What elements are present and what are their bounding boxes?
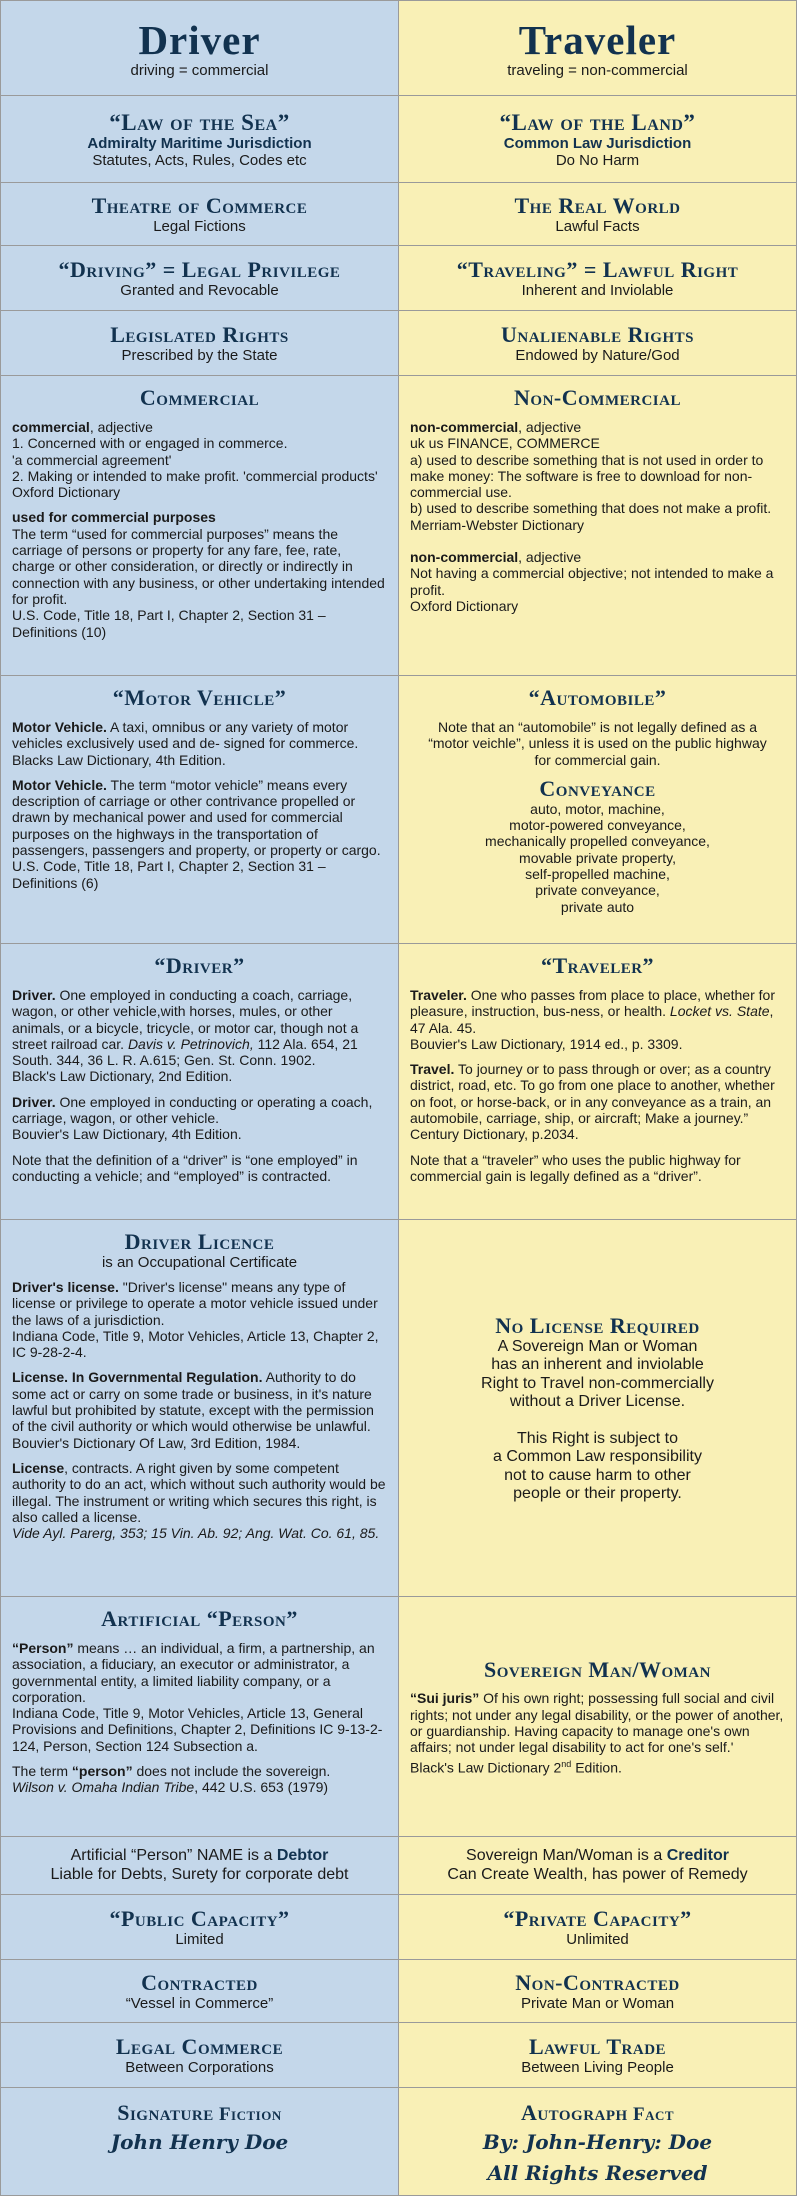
theatre-title: Theatre of Commerce — [91, 193, 308, 218]
drivers-license-definition: Driver's license. "Driver's license" means any type of license or privilege to operate a motor vehicle issued under the laws of a jurisdiction. Indiana Code, Title 9, Motor Vehicles, Article 13, Chapter 2, IC 9-28-2-4. — [12, 1279, 379, 1361]
law-of-land-sub: Do No Harm — [555, 151, 640, 169]
real-world-cell — [399, 183, 797, 246]
automobile-cell — [399, 676, 797, 944]
driver-licence-cell — [1, 1220, 399, 1597]
theatre-cell — [1, 183, 399, 246]
traveler-definition-1: Traveler. One who passes from place to place, whether for pleasure, instruction, bus-ness, or health. Locket vs. State, 47 Ala. 45. Bouvier's Law Dictionary, 1914 ed., p. 3309. — [410, 987, 775, 1052]
lawful-trade-title: Lawful Trade — [528, 2034, 667, 2059]
law-of-land-jurisdiction: Common Law Jurisdiction — [503, 134, 692, 152]
motor-vehicle-definition-2: Motor Vehicle. The term “motor vehicle” means every description of carriage or other contrivance propelled or drawn by mechanical power and used for commercial purposes on the highways in the transportation of passengers, passengers and property, or property or cargo. U.S. Code, Title 18, Part I, Chapter 2, Section 31 – Definitions (6) — [12, 776, 381, 891]
privilege-title: “Driving” = Legal Privilege — [58, 257, 341, 282]
signature-cell — [1, 2088, 399, 2196]
driver-note: Note that the definition of a “driver” is “one employed” in conducting a vehicle; and “employed” is contracted. — [12, 1151, 358, 1184]
license-contracts-definition: License, contracts. A right given by some competent authority to do an act, which without such authority would be illegal. The instrument or writing which secures this right, is also called a license. Vide Ayl. Parerg, 353; 15 Vin. Ab. 92; Ang. Wat. Co. 61, 85. — [12, 1459, 386, 1542]
commercial-term: commercial — [12, 419, 90, 435]
driver-licence-sub: is an Occupational Certificate — [101, 1254, 298, 1271]
commercial-cell — [1, 376, 399, 676]
commercial-definition: commercial, adjective 1. Concerned with or engaged in commerce. 'a commercial agreement' 2. Making or intended to make profit. 'commercial products' Oxford Dictionary — [12, 419, 378, 501]
non-commercial-title: Non-Commercial — [514, 385, 681, 410]
non-commercial-term: non-commercial — [410, 419, 519, 435]
person-definition: “Person” means … an individual, a firm, a partnership, an association, a fiduciary, an executor or administrator, a governmental entity, a limited liability company, or a corporation. Indiana Code, Title 9, Motor Vehicles, Article 13, General Provisions and Definitions, Chapter 2, Definitions IC 9-13-2-124, Person, Section 124 Subsection a. — [12, 1640, 383, 1754]
autograph-cell — [399, 2088, 797, 2196]
sovereign-title: Sovereign Man/Woman — [484, 1657, 711, 1683]
theatre-sub: Legal Fictions — [153, 218, 246, 235]
driver-subtitle: driving = commercial — [130, 61, 269, 79]
traveler-title: Traveler — [518, 16, 677, 63]
legal-commerce-cell — [1, 2023, 399, 2088]
autograph-rights: All Rights Reserved — [487, 2161, 708, 2185]
artificial-person-cell — [1, 1597, 399, 1837]
commercial-purposes-term: used for commercial purposes — [12, 509, 216, 526]
driver-definition-title: “Driver” — [154, 953, 245, 978]
traveler-subtitle: traveling = non-commercial — [507, 61, 688, 79]
automobile-note: Note that an “automobile” is not legally defined as a “motor veichle”, unless it is used on the public highway for commercial gain. — [428, 719, 767, 768]
driver-licence-title: Driver Licence — [124, 1229, 275, 1254]
legislated-rights-title: Legislated Rights — [110, 322, 289, 347]
legal-commerce-title: Legal Commerce — [115, 2034, 284, 2059]
law-of-land-title: “Law of the Land” — [499, 109, 696, 135]
unalienable-rights-title: Unalienable Rights — [501, 322, 694, 347]
public-capacity-title: “Public Capacity” — [109, 1906, 290, 1931]
right-sub: Inherent and Inviolable — [521, 282, 674, 299]
privilege-cell — [1, 246, 399, 311]
traveler-definition-title: “Traveler” — [540, 953, 655, 978]
travel-definition: Travel. To journey or to pass through or over; as a country district, road, etc. To go from one place to another, whether on foot, or horse-back, or in any conveyance as a train, an automobile, carriage, ship, or aircraft; Make a journey.” Century Dictionary, p.2034. — [410, 1061, 775, 1143]
motor-vehicle-definition-1: Motor Vehicle. A taxi, omnibus or any variety of motor vehicles exclusively used and de- signed for commerce. Blacks Law Dictionary, 4th Edition. — [12, 719, 359, 768]
private-capacity-sub: Unlimited — [566, 1931, 629, 1948]
legislated-rights-sub: Prescribed by the State — [121, 347, 278, 364]
non-contracted-cell — [399, 1960, 797, 2023]
conveyance-list: auto, motor, machine, motor-powered conveyance, mechanically propelled conveyance, movable private property, self-propelled machine, private conveyance, private auto — [485, 800, 710, 915]
no-license-title: No License Required — [495, 1312, 700, 1338]
contracted-title: Contracted — [141, 1970, 258, 1995]
traveler-note: Note that a “traveler” who uses the public highway for commercial gain is legally defined as a “driver”. — [410, 1151, 741, 1184]
signature-title: Signature Fiction — [117, 2100, 282, 2125]
law-of-sea-jurisdiction: Admiralty Maritime Jurisdiction — [87, 134, 312, 152]
autograph-title: Autograph Fact — [520, 2100, 675, 2125]
autograph-name: By: John-Henry: Doe — [482, 2130, 713, 2154]
person-sovereign-note: The term “person” does not include the sovereign. Wilson v. Omaha Indian Tribe, 442 U.S. 653 (1979) — [12, 1763, 331, 1796]
law-of-sea-title: “Law of the Sea” — [109, 109, 290, 135]
debtor-line: Artificial “Person” NAME is a Debtor — [70, 1847, 329, 1864]
real-world-sub: Lawful Facts — [555, 218, 640, 235]
non-commercial-cell — [399, 376, 797, 676]
legislated-rights-cell — [1, 311, 399, 376]
debtor-sub: Liable for Debts, Surety for corporate debt — [50, 1865, 349, 1883]
signature-name: John Henry Doe — [110, 2130, 289, 2154]
public-capacity-sub: Limited — [175, 1931, 224, 1948]
public-capacity-cell — [1, 1895, 399, 1960]
no-license-statement: A Sovereign Man or Woman has an inherent and inviolable Right to Travel non-commercially without a Driver License. — [481, 1337, 714, 1410]
non-contracted-title: Non-Contracted — [515, 1970, 680, 1995]
sovereign-cell — [399, 1597, 797, 1837]
no-license-cell — [399, 1220, 797, 1597]
automobile-title: “Automobile” — [528, 685, 667, 710]
commercial-title: Commercial — [139, 385, 260, 410]
driver-definition-2: Driver. One employed in conducting or operating a coach, carriage, wagon, or other vehicle. Bouvier's Law Dictionary, 4th Edition. — [12, 1093, 373, 1143]
real-world-title: The Real World — [514, 193, 681, 218]
creditor-sub: Can Create Wealth, has power of Remedy — [447, 1865, 748, 1883]
privilege-sub: Granted and Revocable — [120, 282, 279, 299]
traveler-definition-cell — [399, 944, 797, 1220]
law-of-sea-sub: Statutes, Acts, Rules, Codes etc — [92, 151, 307, 169]
artificial-person-title: Artificial “Person” — [101, 1606, 298, 1631]
driver-definition-1: Driver. One employed in conducting a coach, carriage, wagon, or other vehicle,with horses, mules, or other animals, or a bicycle, tricycle, or motor car, though not a street railroad car. Davis v. Petrinovich, 112 Ala. 654, 21 South. 344, 36 L. R. A.615; Gen. St. Conn. 1902. Black's Law Dictionary, 2nd Edition. — [12, 987, 359, 1085]
contracted-sub: “Vessel in Commerce” — [125, 1995, 274, 2012]
sui-juris-definition: “Sui juris” Of his own right; possessing full social and civil rights; not under any legal disability, or the power of another, or guardianship. Having capacity to manage one's own affairs; not under legal disability to act for one's self.' Black's Law Dictionary 2nd Edition. — [410, 1690, 784, 1776]
unalienable-rights-sub: Endowed by Nature/God — [515, 347, 680, 364]
lawful-trade-cell — [399, 2023, 797, 2088]
commercial-purposes-definition: used for commercial purposes The term “used for commercial purposes” means the carriage of persons or property for any fare, fee, rate, charge or other consideration, or directly or indirectly in connection with any business, or other undertaking intended for profit. U.S. Code, Title 18, Part I, Chapter 2, Section 31 – Definitions (10) — [12, 509, 385, 640]
contracted-cell — [1, 1960, 399, 2023]
driver-title: Driver — [138, 16, 261, 63]
lawful-trade-sub: Between Living People — [521, 2059, 674, 2076]
law-of-land-cell — [399, 96, 797, 183]
creditor-cell — [399, 1837, 797, 1895]
no-license-responsibility: This Right is subject to a Common Law responsibility not to cause harm to other people or their property. — [493, 1429, 702, 1502]
driver-definition-cell — [1, 944, 399, 1220]
law-of-sea-cell — [1, 96, 399, 183]
non-commercial-definition: non-commercial, adjective uk us FINANCE, COMMERCE a) used to describe something that is not used in order to make money: The software is free to download for non-commercial use. b) used to describe something that does not make a profit. Merriam-Webster Dictionary — [410, 419, 772, 533]
motor-vehicle-title: “Motor Vehicle” — [112, 685, 287, 710]
non-commercial-definition-2: non-commercial, adjective Not having a commercial objective; not intended to make a profit. Oxford Dictionary — [410, 549, 774, 614]
non-contracted-sub: Private Man or Woman — [520, 1995, 675, 2012]
motor-vehicle-cell — [1, 676, 399, 944]
unalienable-rights-cell — [399, 311, 797, 376]
private-capacity-title: “Private Capacity” — [503, 1906, 692, 1931]
traveler-header — [399, 1, 797, 96]
driver-header — [1, 1, 399, 96]
legal-commerce-sub: Between Corporations — [125, 2059, 274, 2076]
right-cell — [399, 246, 797, 311]
debtor-cell — [1, 1837, 399, 1895]
license-governmental-definition: License. In Governmental Regulation. Authority to do some act or carry on some trade or business, in it's nature lawful but prohibited by statute, except with the permission of the civil authority or which would otherwise be unlawful. Bouvier's Dictionary Of Law, 3rd Edition, 1984. — [12, 1369, 374, 1451]
private-capacity-cell — [399, 1895, 797, 1960]
creditor-line: Sovereign Man/Woman is a Creditor — [466, 1847, 729, 1864]
right-title: “Traveling” = Lawful Right — [456, 257, 739, 282]
conveyance-title: Conveyance — [539, 775, 656, 801]
